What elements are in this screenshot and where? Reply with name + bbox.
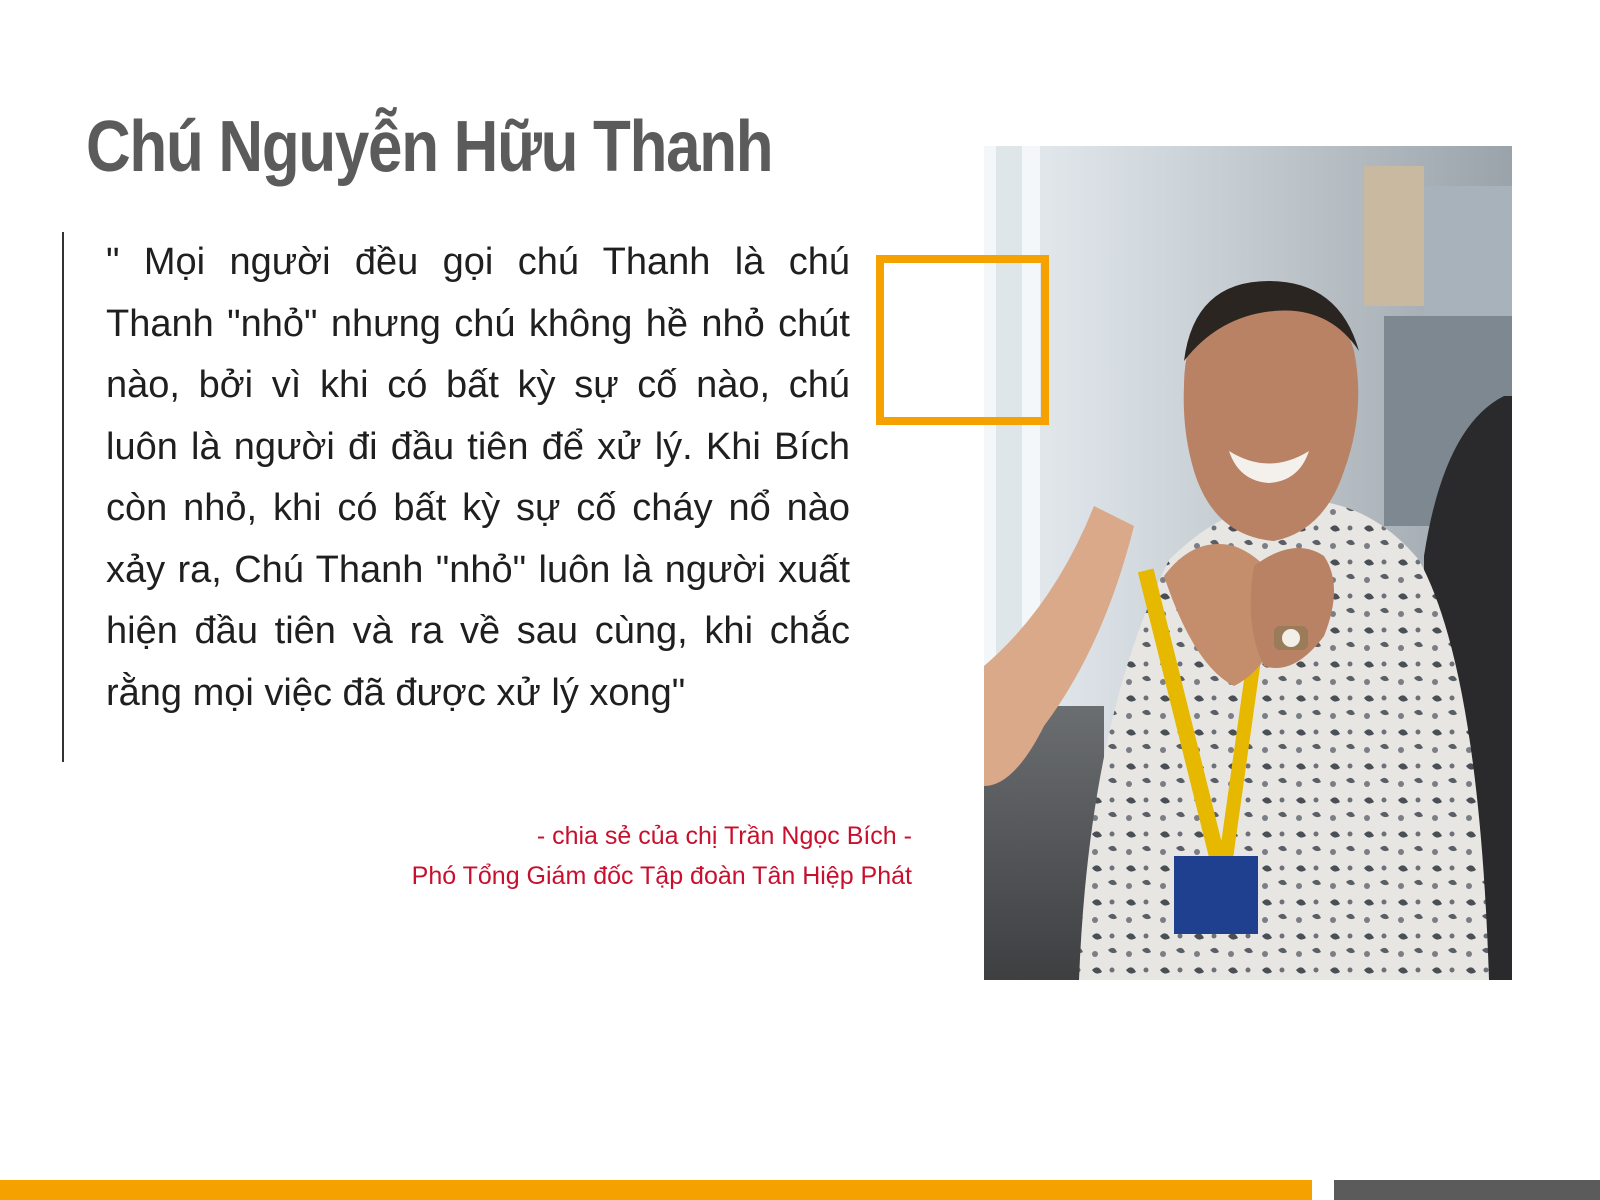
page-title: Chú Nguyễn Hữu Thanh bbox=[86, 107, 773, 187]
portrait-illustration bbox=[984, 146, 1512, 980]
attribution-line-2: Phó Tổng Giám đốc Tập đoàn Tân Hiệp Phát bbox=[411, 862, 912, 890]
quote-attribution bbox=[330, 816, 912, 896]
quote-text: " Mọi người đều gọi chú Thanh là chú Thanh "nhỏ" nhưng chú không hề nhỏ chút nào, bởi vì khi có bất kỳ sự cố nào, chú luôn là người đi đầu tiên để xử lý. Khi Bích còn nhỏ, khi có bất kỳ sự cố cháy nổ nào xảy ra, Chú Thanh "nhỏ" luôn là người xuất hiện đầu tiên và ra về sau cùng, khi chắc rằng mọi việc đã được xử lý xong" bbox=[106, 241, 850, 714]
portrait-photo bbox=[984, 146, 1512, 980]
footer-bar-orange bbox=[0, 1180, 1312, 1200]
attribution-line-1: - chia sẻ của chị Trần Ngọc Bích - bbox=[536, 822, 912, 850]
accent-frame bbox=[876, 255, 1049, 425]
footer-bar-gray bbox=[1334, 1180, 1600, 1200]
quote-divider bbox=[62, 232, 64, 762]
